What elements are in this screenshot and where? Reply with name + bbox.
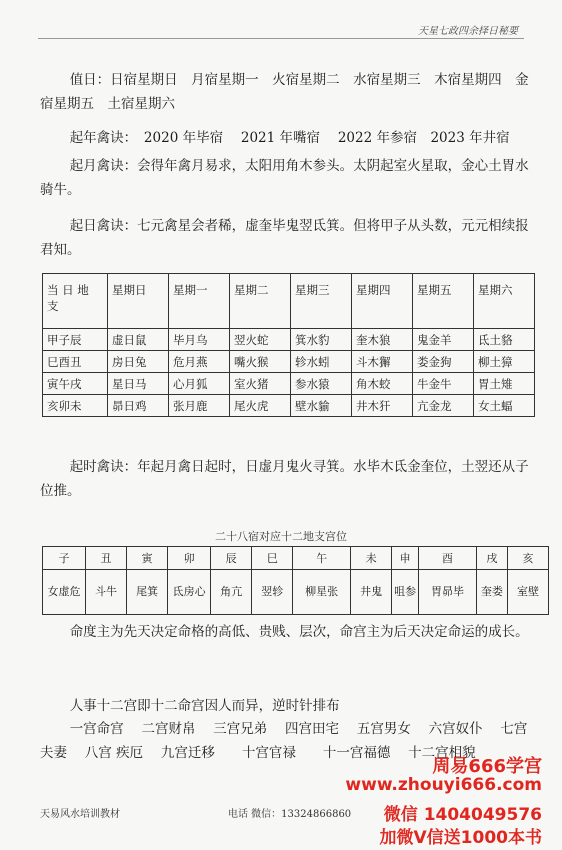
table-header-cell: 星期日	[108, 274, 169, 329]
mansion-cell: 室壁	[507, 570, 548, 615]
table-row	[43, 329, 535, 351]
paragraph-riqin: 起日禽诀：七元禽星会者稀，虚奎毕鬼翌氐箕。但将甲子从头数，元元相续报君知。	[40, 218, 529, 258]
paragraph-renshi-intro: 人事十二宫即十二命宫因人而异，逆时针排布	[69, 698, 340, 714]
table-cell: 寅午戌	[43, 373, 108, 395]
table-cell: 井木犴	[352, 395, 413, 417]
table2-caption: 二十八宿对应十二地支宫位	[215, 530, 347, 543]
table-cell: 氐土貉	[474, 329, 535, 351]
branch-cell: 申	[392, 547, 419, 570]
table-header-cell: 当 日 地 支	[43, 274, 108, 329]
table-row	[43, 373, 535, 395]
table-cell: 尾火虎	[230, 395, 291, 417]
paragraph-yueqin: 起月禽诀：会得年禽月易求，太阳用角木参头。太阴起室火星取，金心土胃水骑牛。	[40, 158, 529, 198]
branch-cell: 巳	[252, 547, 293, 570]
table-cell: 嘴火猴	[230, 351, 291, 373]
table-cell: 箕水豹	[291, 329, 352, 351]
table-cell: 柳土獐	[474, 351, 535, 373]
mansion-cell: 胃昴毕	[419, 570, 477, 615]
branch-cell: 寅	[127, 547, 168, 570]
paragraph-zhiri: 值日：日宿星期日 月宿星期一 火宿星期二 水宿星期三 木宿星期四 金宿星期五 土宿星期六	[40, 72, 529, 112]
table-cell: 毕月乌	[169, 329, 230, 351]
branch-cell: 戌	[476, 547, 507, 570]
mansion-cell: 咀参	[392, 570, 419, 615]
mansion-branch-table	[42, 546, 549, 615]
watermark-line-3: 微信 1404049576	[383, 805, 542, 825]
table-cell: 张月鹿	[169, 395, 230, 417]
mansion-cell: 井鬼	[351, 570, 392, 615]
table-cell: 翌火蛇	[230, 329, 291, 351]
table-header-cell: 星期五	[413, 274, 474, 329]
mansion-cell: 奎娄	[476, 570, 507, 615]
table-cell: 甲子辰	[43, 329, 108, 351]
table-header-cell: 星期二	[230, 274, 291, 329]
table-cell: 娄金狗	[413, 351, 474, 373]
footer-source: 天易风水培训教材	[40, 809, 120, 820]
paragraph-mingdu: 命度主为先天决定命格的高低、贵贱、层次，命宫主为后天决定命运的成长。	[69, 624, 529, 640]
branch-cell: 子	[43, 547, 86, 570]
table-cell: 昴日鸡	[108, 395, 169, 417]
watermark-line-1: 周易666学宫	[432, 756, 542, 777]
mansion-cell: 斗牛	[86, 570, 127, 615]
paragraph-nianqin: 起年禽诀： 2020 年毕宿 2021 年嘴宿 2022 年参宿 2023 年井宿	[69, 130, 510, 146]
table-cell: 危月燕	[169, 351, 230, 373]
branch-cell: 亥	[507, 547, 548, 570]
table-cell: 壁水貐	[291, 395, 352, 417]
mansion-cell: 柳星张	[293, 570, 351, 615]
table-cell: 鬼金羊	[413, 329, 474, 351]
table-row	[43, 351, 535, 373]
table-cell: 奎木狼	[352, 329, 413, 351]
table-cell: 巳酉丑	[43, 351, 108, 373]
table-cell: 室火猪	[230, 373, 291, 395]
qinxing-table	[42, 273, 535, 417]
table-header-row	[43, 274, 535, 329]
table-header-row	[43, 547, 549, 570]
table-header-cell: 星期三	[291, 274, 352, 329]
mansion-cell: 女虚危	[43, 570, 86, 615]
table-header-cell: 星期四	[352, 274, 413, 329]
table-cell: 虚日鼠	[108, 329, 169, 351]
watermark-line-2: www.zhouyi666.com	[345, 775, 542, 795]
table-row	[43, 570, 549, 615]
watermark-line-4: 加微V信送1000本书	[379, 828, 542, 848]
table-row	[43, 395, 535, 417]
mansion-cell: 尾箕	[127, 570, 168, 615]
table-cell: 女土蝠	[474, 395, 535, 417]
branch-cell: 未	[351, 547, 392, 570]
footer-contact: 电话 微信：13324866860	[228, 809, 352, 820]
table-cell: 参水猿	[291, 373, 352, 395]
page-header-title: 天星七政四余择日秘要	[418, 26, 518, 37]
mansion-cell: 角亢	[211, 570, 252, 615]
table-header-cell: 星期六	[474, 274, 535, 329]
table-cell: 心月狐	[169, 373, 230, 395]
branch-cell: 酉	[419, 547, 477, 570]
mansion-cell: 翌轸	[252, 570, 293, 615]
mansion-cell: 氐房心	[168, 570, 211, 615]
paragraph-renshi-palaces: 一宫命宫 二宫财帛 三宫兄弟 四宫田宅 五宫男女 六宫奴仆 七宫夫妻 八宫 疾厄 九宫迁移 十宫官禄 十一宫福德 十二宫相貌	[40, 721, 528, 761]
table-cell: 斗木獬	[352, 351, 413, 373]
branch-cell: 卯	[168, 547, 211, 570]
branch-cell: 丑	[86, 547, 127, 570]
branch-cell: 辰	[211, 547, 252, 570]
table-cell: 亢金龙	[413, 395, 474, 417]
paragraph-shiqin: 起时禽诀：年起月禽日起时，日虚月鬼火寻箕。水毕木氐金奎位，土翌还从子位推。	[40, 459, 529, 499]
table-cell: 胃土雉	[474, 373, 535, 395]
table-cell: 轸水蚓	[291, 351, 352, 373]
table-cell: 牛金牛	[413, 373, 474, 395]
header-divider	[38, 38, 524, 39]
table-cell: 房日兔	[108, 351, 169, 373]
table-cell: 星日马	[108, 373, 169, 395]
table-cell: 角木蛟	[352, 373, 413, 395]
branch-cell: 午	[293, 547, 351, 570]
table-cell: 亥卯未	[43, 395, 108, 417]
table-header-cell: 星期一	[169, 274, 230, 329]
